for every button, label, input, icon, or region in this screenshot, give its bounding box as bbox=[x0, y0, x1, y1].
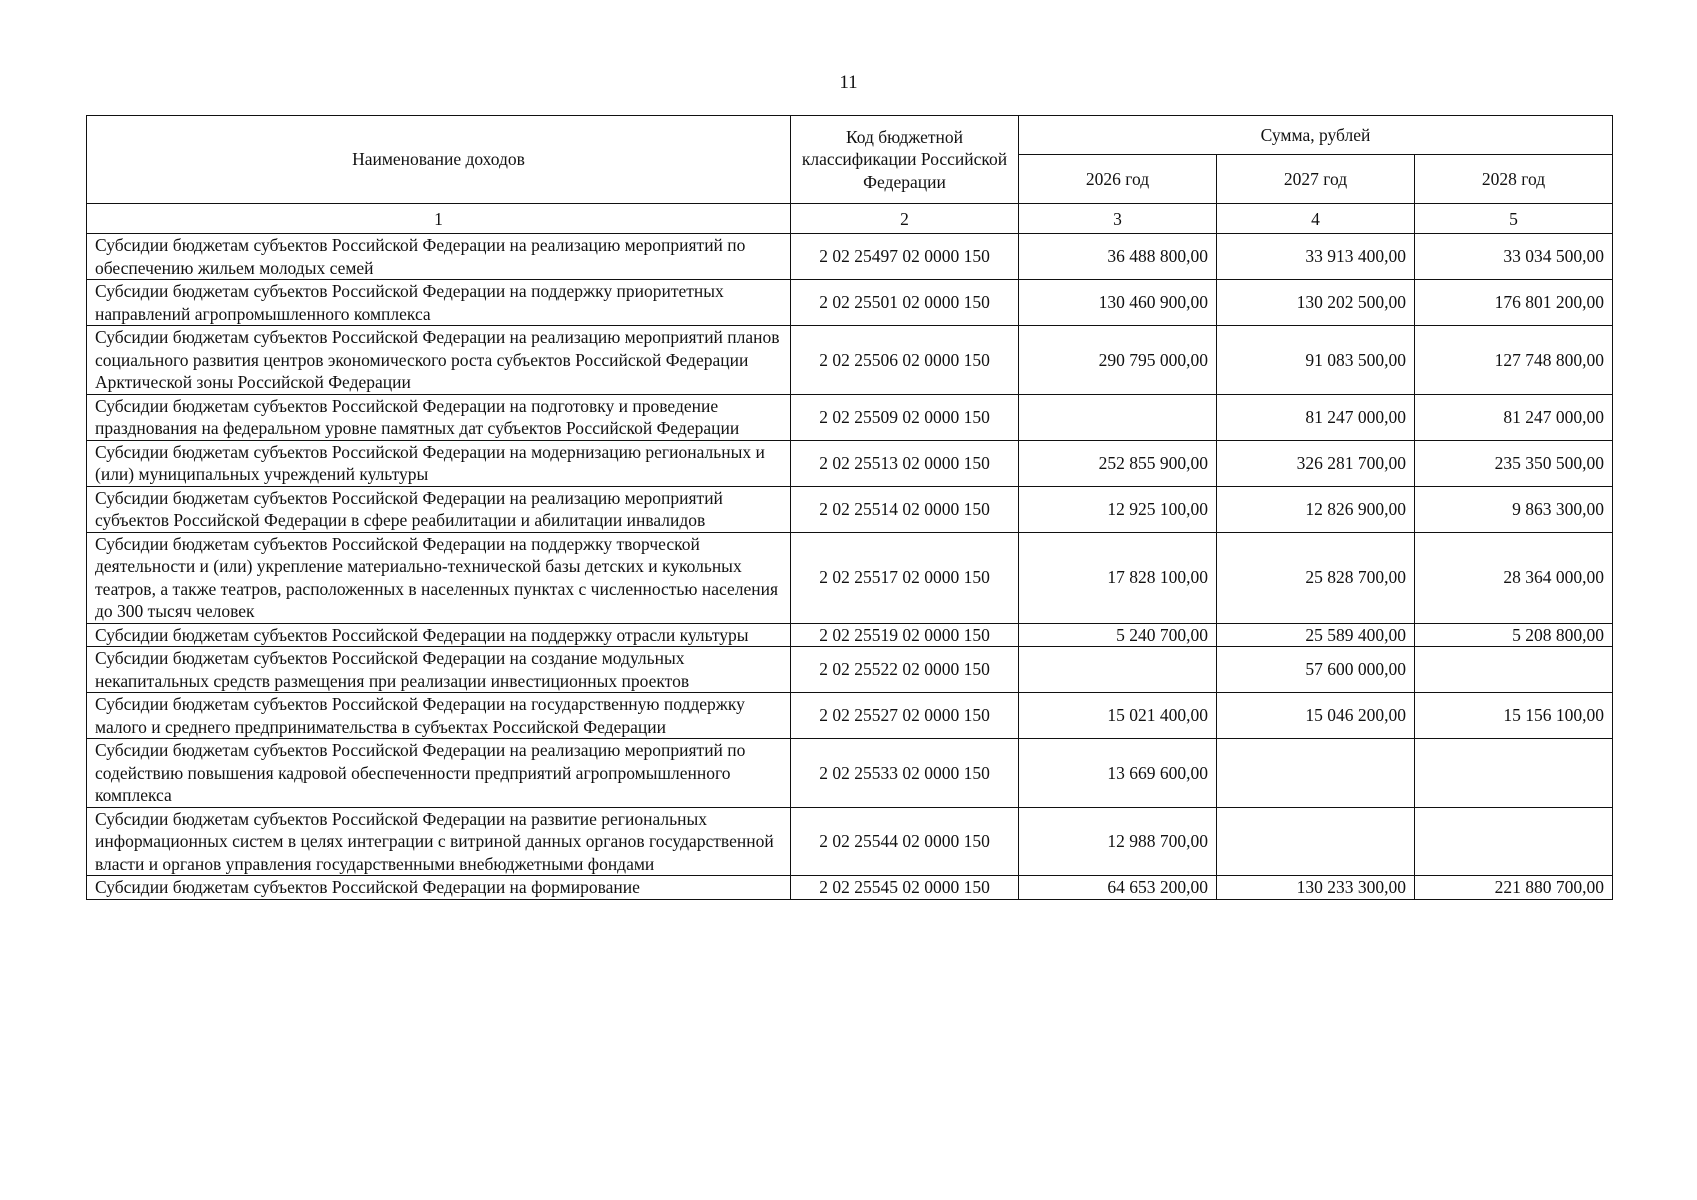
amount-2027: 57 600 000,00 bbox=[1217, 647, 1415, 693]
amount-2026: 12 925 100,00 bbox=[1019, 486, 1217, 532]
amount-2028: 221 880 700,00 bbox=[1415, 876, 1613, 900]
table-header bbox=[87, 116, 1613, 234]
table-row bbox=[87, 440, 1613, 486]
revenue-name: Субсидии бюджетам субъектов Российской Федерации на поддержку творческой деятельности и (или) укрепление материально-технической базы детских и кукольных театров, а также театров, расположенных в населенных пунктах с численностью населения до 300 тысяч человек bbox=[87, 532, 791, 623]
amount-2028: 15 156 100,00 bbox=[1415, 693, 1613, 739]
amount-2027: 25 828 700,00 bbox=[1217, 532, 1415, 623]
amount-2027: 25 589 400,00 bbox=[1217, 623, 1415, 647]
amount-2027 bbox=[1217, 807, 1415, 876]
amount-2027: 81 247 000,00 bbox=[1217, 394, 1415, 440]
table-body bbox=[87, 234, 1613, 900]
revenue-name: Субсидии бюджетам субъектов Российской Федерации на реализацию мероприятий по содействию повышения кадровой обеспеченности предприятий агропромышленного комплекса bbox=[87, 739, 791, 808]
revenue-name: Субсидии бюджетам субъектов Российской Федерации на формирование bbox=[87, 876, 791, 900]
amount-2027: 326 281 700,00 bbox=[1217, 440, 1415, 486]
column-number: 4 bbox=[1217, 204, 1415, 234]
amount-2028: 28 364 000,00 bbox=[1415, 532, 1613, 623]
revenue-name: Субсидии бюджетам субъектов Российской Федерации на подготовку и проведение празднования на федеральном уровне памятных дат субъектов Российской Федерации bbox=[87, 394, 791, 440]
budget-code: 2 02 25514 02 0000 150 bbox=[791, 486, 1019, 532]
amount-2026: 5 240 700,00 bbox=[1019, 623, 1217, 647]
table-row bbox=[87, 623, 1613, 647]
amount-2027: 130 202 500,00 bbox=[1217, 280, 1415, 326]
table-row bbox=[87, 394, 1613, 440]
amount-2026 bbox=[1019, 647, 1217, 693]
budget-code: 2 02 25509 02 0000 150 bbox=[791, 394, 1019, 440]
revenue-name: Субсидии бюджетам субъектов Российской Федерации на модернизацию региональных и (или) муниципальных учреждений культуры bbox=[87, 440, 791, 486]
table-row bbox=[87, 234, 1613, 280]
budget-code: 2 02 25497 02 0000 150 bbox=[791, 234, 1019, 280]
amount-2027 bbox=[1217, 739, 1415, 808]
header-year-2027: 2027 год bbox=[1217, 155, 1415, 204]
column-number: 1 bbox=[87, 204, 791, 234]
budget-code: 2 02 25527 02 0000 150 bbox=[791, 693, 1019, 739]
amount-2028: 235 350 500,00 bbox=[1415, 440, 1613, 486]
amount-2028: 127 748 800,00 bbox=[1415, 326, 1613, 395]
table-row bbox=[87, 280, 1613, 326]
budget-code: 2 02 25506 02 0000 150 bbox=[791, 326, 1019, 395]
column-number-row bbox=[87, 204, 1613, 234]
revenue-name: Субсидии бюджетам субъектов Российской Федерации на развитие региональных информационных систем в целях интеграции с витриной данных органов государственной власти и органов управления государственными внебюджетными фондами bbox=[87, 807, 791, 876]
budget-code: 2 02 25501 02 0000 150 bbox=[791, 280, 1019, 326]
amount-2028 bbox=[1415, 807, 1613, 876]
header-sum-rubles: Сумма, рублей bbox=[1019, 116, 1613, 155]
amount-2028: 33 034 500,00 bbox=[1415, 234, 1613, 280]
revenue-name: Субсидии бюджетам субъектов Российской Федерации на реализацию мероприятий планов социального развития центров экономического роста субъектов Российской Федерации Арктической зоны Российской Федерации bbox=[87, 326, 791, 395]
budget-code: 2 02 25522 02 0000 150 bbox=[791, 647, 1019, 693]
column-number: 2 bbox=[791, 204, 1019, 234]
budget-code: 2 02 25519 02 0000 150 bbox=[791, 623, 1019, 647]
amount-2028 bbox=[1415, 647, 1613, 693]
budget-code: 2 02 25544 02 0000 150 bbox=[791, 807, 1019, 876]
amount-2026: 64 653 200,00 bbox=[1019, 876, 1217, 900]
revenue-table bbox=[86, 115, 1613, 900]
budget-code: 2 02 25517 02 0000 150 bbox=[791, 532, 1019, 623]
page-number: 11 bbox=[839, 72, 858, 93]
amount-2028: 81 247 000,00 bbox=[1415, 394, 1613, 440]
amount-2027: 91 083 500,00 bbox=[1217, 326, 1415, 395]
revenue-name: Субсидии бюджетам субъектов Российской Федерации на реализацию мероприятий субъектов Российской Федерации в сфере реабилитации и абилитации инвалидов bbox=[87, 486, 791, 532]
amount-2028 bbox=[1415, 739, 1613, 808]
table-row bbox=[87, 532, 1613, 623]
revenue-name: Субсидии бюджетам субъектов Российской Федерации на реализацию мероприятий по обеспечению жильем молодых семей bbox=[87, 234, 791, 280]
table-row bbox=[87, 807, 1613, 876]
amount-2027: 33 913 400,00 bbox=[1217, 234, 1415, 280]
amount-2026: 15 021 400,00 bbox=[1019, 693, 1217, 739]
amount-2026: 13 669 600,00 bbox=[1019, 739, 1217, 808]
amount-2026: 36 488 800,00 bbox=[1019, 234, 1217, 280]
header-budget-code: Код бюджетной классификации Российской Федерации bbox=[791, 116, 1019, 204]
amount-2026: 12 988 700,00 bbox=[1019, 807, 1217, 876]
amount-2026: 130 460 900,00 bbox=[1019, 280, 1217, 326]
revenue-name: Субсидии бюджетам субъектов Российской Федерации на создание модульных некапитальных средств размещения при реализации инвестиционных проектов bbox=[87, 647, 791, 693]
budget-code: 2 02 25513 02 0000 150 bbox=[791, 440, 1019, 486]
amount-2026 bbox=[1019, 394, 1217, 440]
amount-2028: 176 801 200,00 bbox=[1415, 280, 1613, 326]
table-row bbox=[87, 739, 1613, 808]
amount-2027: 130 233 300,00 bbox=[1217, 876, 1415, 900]
amount-2028: 5 208 800,00 bbox=[1415, 623, 1613, 647]
header-revenue-name: Наименование доходов bbox=[87, 116, 791, 204]
column-number: 3 bbox=[1019, 204, 1217, 234]
amount-2027: 12 826 900,00 bbox=[1217, 486, 1415, 532]
revenue-name: Субсидии бюджетам субъектов Российской Федерации на поддержку отрасли культуры bbox=[87, 623, 791, 647]
amount-2026: 290 795 000,00 bbox=[1019, 326, 1217, 395]
revenue-name: Субсидии бюджетам субъектов Российской Федерации на поддержку приоритетных направлений агропромышленного комплекса bbox=[87, 280, 791, 326]
table-row bbox=[87, 326, 1613, 395]
revenue-name: Субсидии бюджетам субъектов Российской Федерации на государственную поддержку малого и среднего предпринимательства в субъектах Российской Федерации bbox=[87, 693, 791, 739]
table-row bbox=[87, 693, 1613, 739]
header-year-2026: 2026 год bbox=[1019, 155, 1217, 204]
amount-2027: 15 046 200,00 bbox=[1217, 693, 1415, 739]
amount-2026: 17 828 100,00 bbox=[1019, 532, 1217, 623]
column-number: 5 bbox=[1415, 204, 1613, 234]
table-row bbox=[87, 647, 1613, 693]
table-row bbox=[87, 876, 1613, 900]
amount-2026: 252 855 900,00 bbox=[1019, 440, 1217, 486]
amount-2028: 9 863 300,00 bbox=[1415, 486, 1613, 532]
header-year-2028: 2028 год bbox=[1415, 155, 1613, 204]
table-row bbox=[87, 486, 1613, 532]
budget-code: 2 02 25533 02 0000 150 bbox=[791, 739, 1019, 808]
budget-code: 2 02 25545 02 0000 150 bbox=[791, 876, 1019, 900]
